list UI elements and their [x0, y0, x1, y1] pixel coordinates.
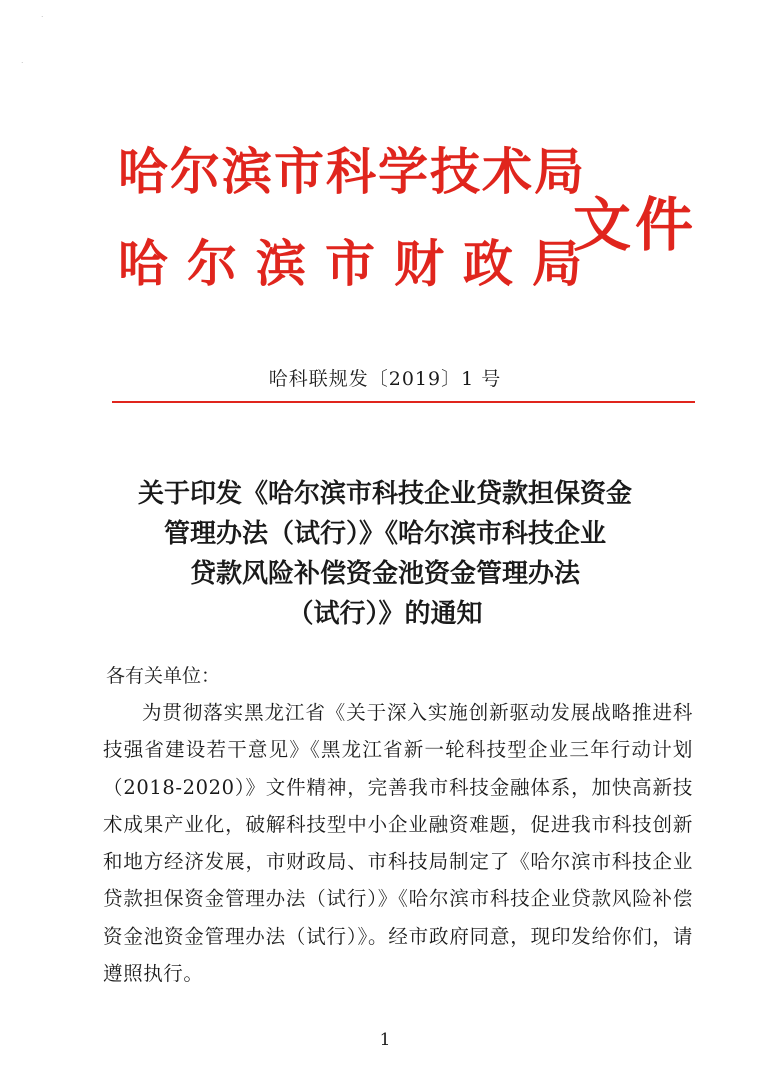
title-line-4: （试行）》的通知 [287, 599, 483, 629]
title-line-1: 关于印发《哈尔滨市科技企业贷款担保资金 [137, 479, 632, 509]
document-number: 哈科联规发〔2019〕1 号 [268, 368, 502, 390]
salutation: 各有关单位： [106, 665, 221, 687]
document-header [118, 138, 718, 318]
page-number: 1 [379, 1030, 391, 1050]
issuer-line-2: 哈尔滨市财政局 [118, 235, 601, 293]
document-word: 文件 [573, 191, 698, 259]
issuer-line-1: 哈尔滨市科学技术局 [118, 143, 586, 201]
document-title [90, 474, 680, 634]
red-divider [112, 401, 695, 403]
title-line-3: 贷款风险补偿资金池资金管理办法 [189, 559, 580, 589]
scan-mark: ˙ [20, 62, 25, 72]
body-paragraph: 为贯彻落实黑龙江省《关于深入实施创新驱动发展战略推进科技强省建设若干意见》《黑龙江省新一轮科技型企业三年行动计划（2018-2020）》文件精神，完善我市科技金融体系，加快高新技术成果产业化，破解科技型中小企业融资难题，促进我市科技创新和地方经济发展，市财政局、市科技局制定了《哈尔滨市科技企业贷款担保资金管理办法（试行）》《哈尔滨市科技企业贷款风险补偿资金池资金管理办法（试行）》。经市政府同意，现印发给你们，请遵照执行。 [103, 701, 693, 986]
scan-mark: ˙ [40, 16, 45, 26]
title-line-2: 管理办法（试行）》《哈尔滨市科技企业 [163, 519, 606, 549]
